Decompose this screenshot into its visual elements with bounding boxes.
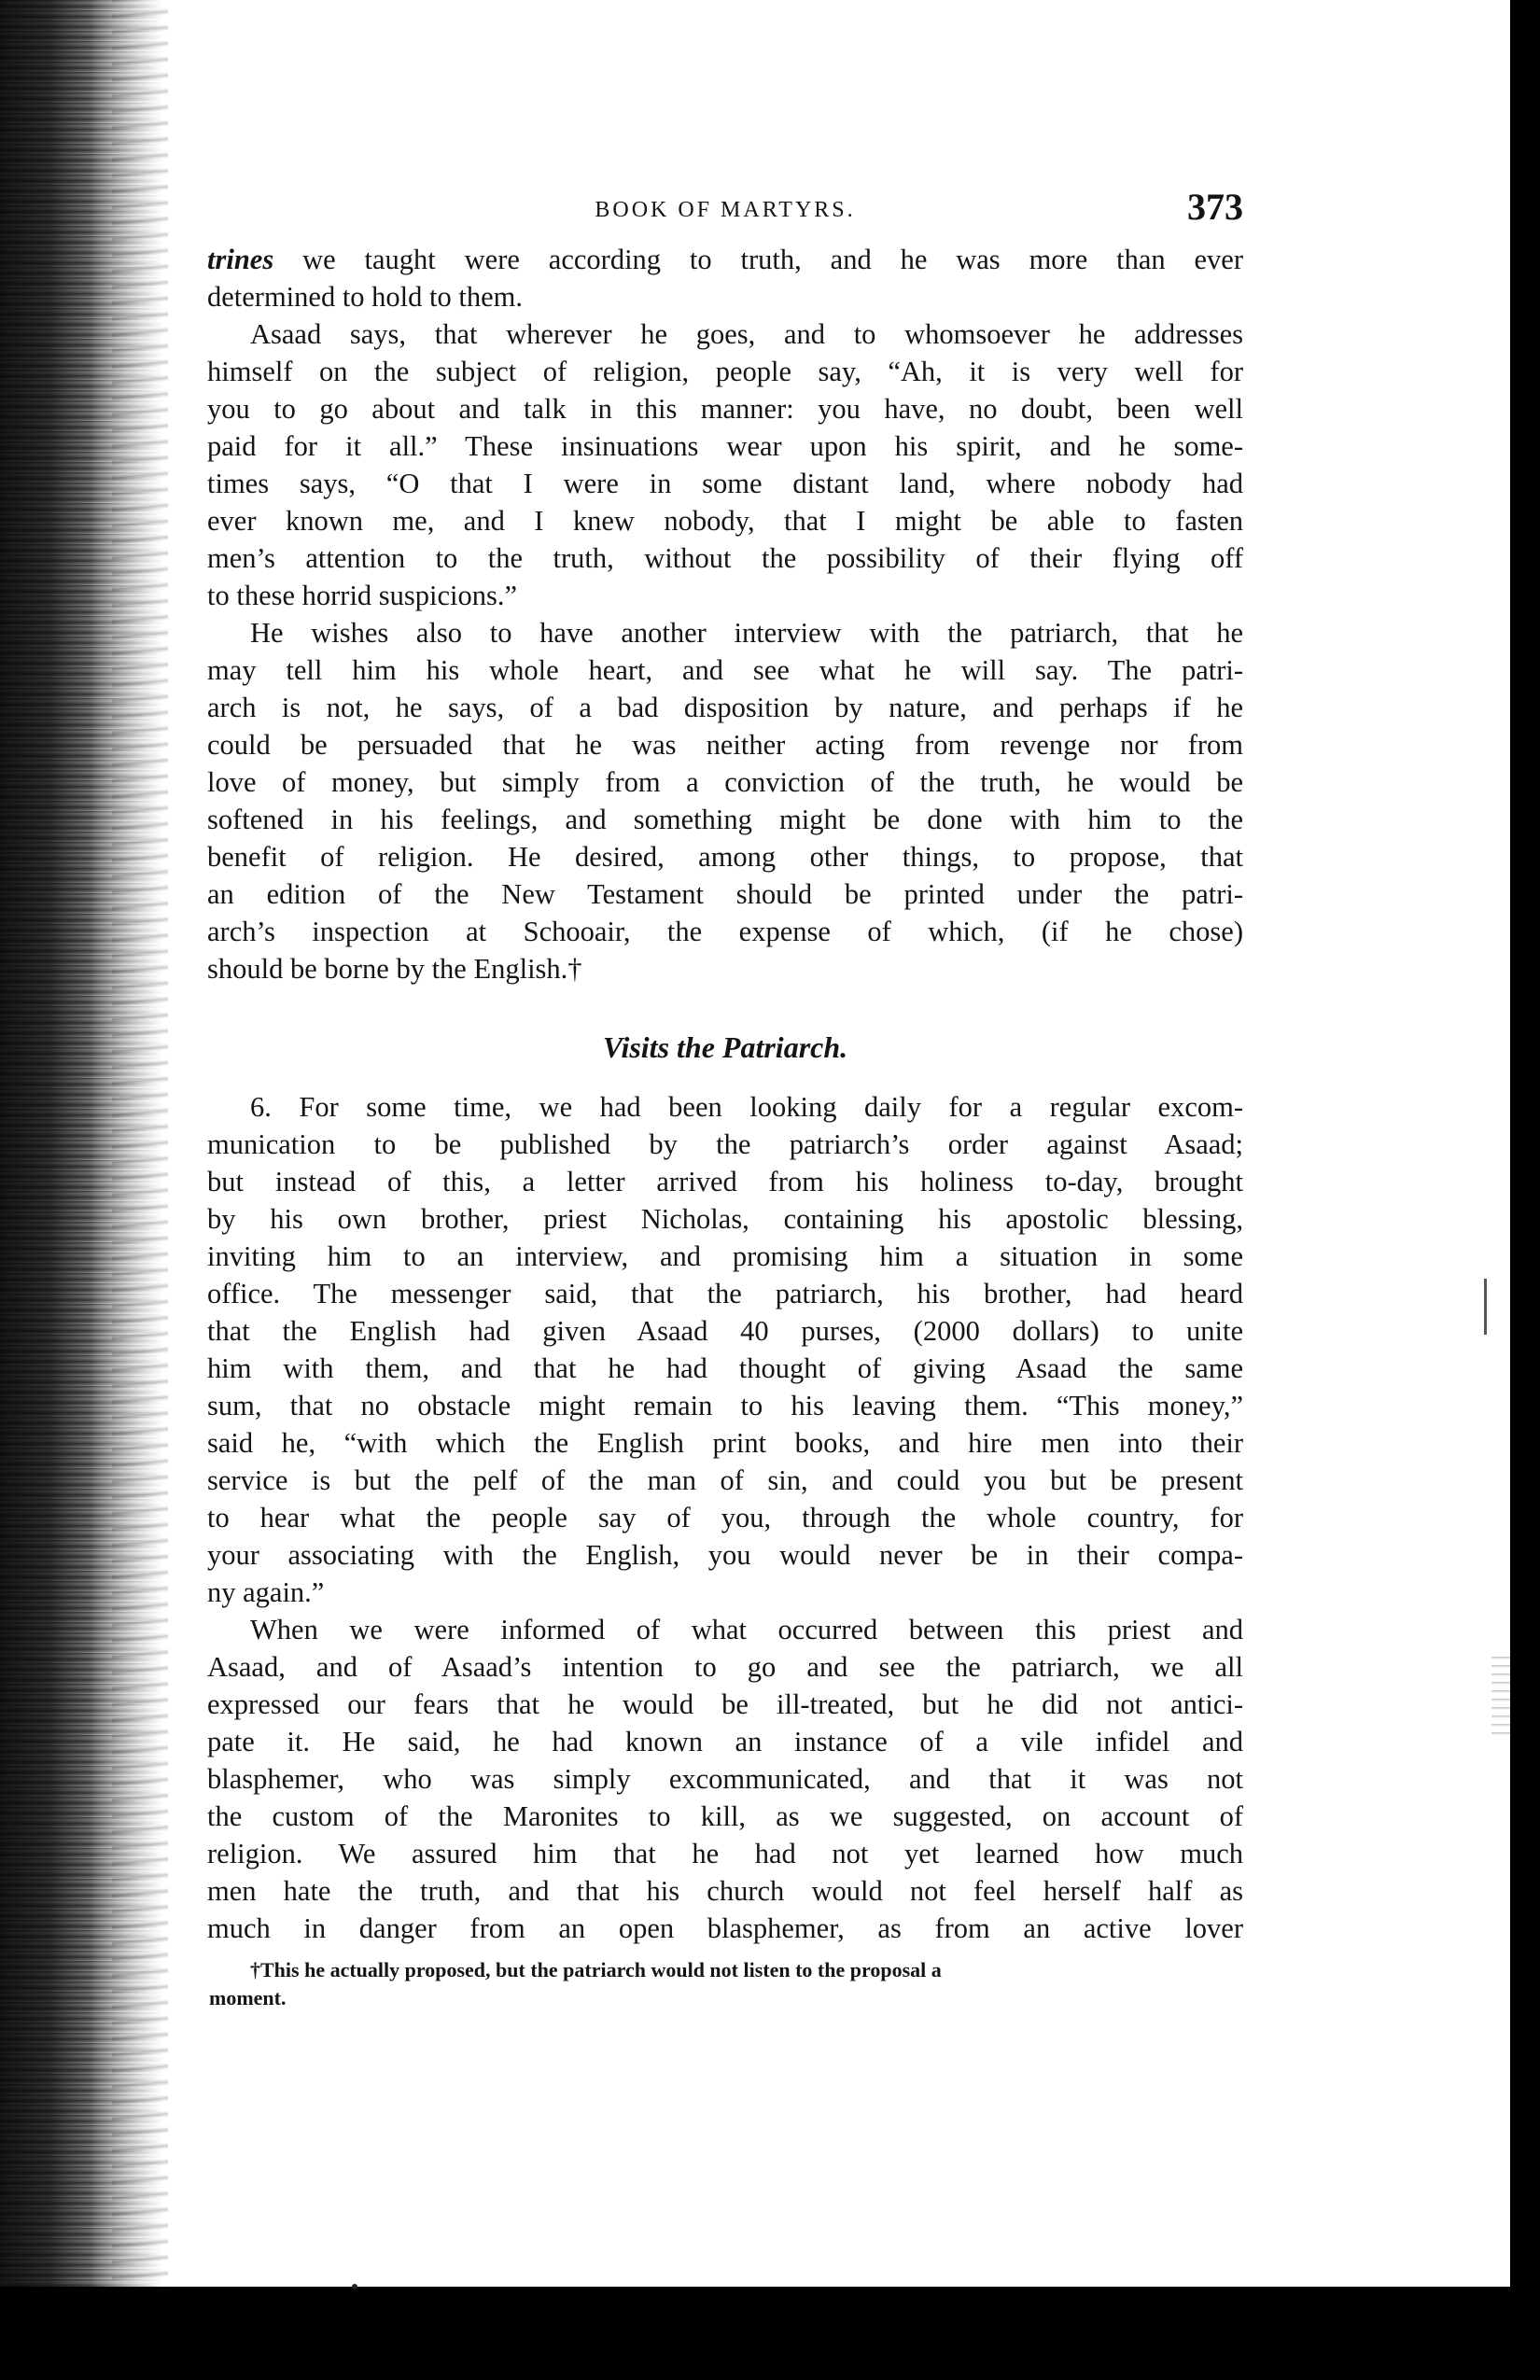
scan-border-right bbox=[1510, 0, 1540, 2380]
text-line: paid for it all.” These insinuations wear upon his spirit, and he some- bbox=[207, 430, 1243, 462]
page-header bbox=[207, 185, 1243, 231]
text-line: by his own brother, priest Nicholas, containing his apostolic blessing, bbox=[207, 1203, 1243, 1235]
text-line: love of money, but simply from a conviction of the truth, he would be bbox=[207, 766, 1243, 798]
paragraph bbox=[207, 614, 1243, 987]
text-line: 6. For some time, we had been looking daily for a regular excom- bbox=[250, 1091, 1243, 1123]
text-line: inviting him to an interview, and promising him a situation in some bbox=[207, 1240, 1243, 1272]
text-line-rest: we taught were according to truth, and he was more than ever bbox=[302, 244, 1244, 275]
text-line: times says, “O that I were in some distant land, where nobody had bbox=[207, 468, 1243, 499]
text-line: munication to be published by the patriarch’s order against Asaad; bbox=[207, 1128, 1243, 1160]
text-line: him with them, and that he had thought of giving Asaad the same bbox=[207, 1352, 1243, 1384]
text-line: arch is not, he says, of a bad disposition by nature, and perhaps if he bbox=[207, 692, 1243, 723]
text-line: When we were informed of what occurred between this priest and bbox=[250, 1614, 1243, 1645]
footnote-line: moment. bbox=[209, 1986, 287, 2009]
text-line: you to go about and talk in this manner: you have, no doubt, been well bbox=[207, 393, 1243, 425]
text-line: may tell him his whole heart, and see what he will say. The patri- bbox=[207, 654, 1243, 686]
text-line: an edition of the New Testament should be printed under the patri- bbox=[207, 878, 1243, 910]
lead-word: trines bbox=[207, 244, 274, 275]
section-heading: Visits the Patriarch. bbox=[602, 1030, 848, 1064]
text-line: himself on the subject of religion, people say, “Ah, it is very well for bbox=[207, 356, 1243, 387]
page-number: 373 bbox=[1187, 186, 1243, 228]
ink-speck bbox=[352, 2284, 357, 2289]
text-line bbox=[207, 241, 1243, 278]
text-line: should be borne by the English.† bbox=[207, 953, 582, 985]
text-line: benefit of religion. He desired, among other things, to propose, that bbox=[207, 841, 1243, 873]
running-title: BOOK OF MARTYRS. bbox=[595, 198, 856, 222]
text-line: pate it. He said, he had known an instance of a vile infidel and bbox=[207, 1726, 1243, 1757]
paragraph-continuation bbox=[207, 241, 1243, 315]
text-line: office. The messenger said, that the patriarch, his brother, had heard bbox=[207, 1278, 1243, 1309]
text-line: Asaad says, that wherever he goes, and to whomsoever he addresses bbox=[250, 318, 1243, 350]
text-line: religion. We assured him that he had not yet learned how much bbox=[207, 1838, 1243, 1869]
text-line: He wishes also to have another interview with the patriarch, that he bbox=[250, 617, 1243, 649]
text-line: said he, “with which the English print books, and hire men into their bbox=[207, 1427, 1243, 1459]
text-line: much in danger from an open blasphemer, as from an active lover bbox=[207, 1912, 1243, 1944]
text-line: blasphemer, who was simply excommunicated, and that it was not bbox=[207, 1763, 1243, 1795]
text-line: ever known me, and I knew nobody, that I might be able to fasten bbox=[207, 505, 1243, 537]
text-line: sum, that no obstacle might remain to his leaving them. “This money,” bbox=[207, 1390, 1243, 1421]
paragraph bbox=[207, 315, 1243, 614]
text-line: expressed our fears that he would be ill-treated, but he did not antici- bbox=[207, 1688, 1243, 1720]
margin-mark bbox=[1484, 1279, 1487, 1335]
text-line: service is but the pelf of the man of sin, and could you but be present bbox=[207, 1464, 1243, 1496]
text-line: softened in his feelings, and something might be done with him to the bbox=[207, 804, 1243, 835]
text-line: Asaad, and of Asaad’s intention to go and see the patriarch, we all bbox=[207, 1651, 1243, 1683]
footnote bbox=[209, 1956, 1243, 2012]
text-line: ny again.” bbox=[207, 1576, 325, 1608]
text-line: your associating with the English, you would never be in their compa- bbox=[207, 1539, 1243, 1571]
text-line: men hate the truth, and that his church would not feel herself half as bbox=[207, 1875, 1243, 1907]
text-line: but instead of this, a letter arrived from his holiness to-day, brought bbox=[207, 1166, 1243, 1197]
text-line: men’s attention to the truth, without the possibility of their flying off bbox=[207, 542, 1243, 574]
binding-edge-texture bbox=[112, 0, 168, 2287]
paragraph bbox=[207, 1088, 1243, 1611]
text-line: the custom of the Maronites to kill, as we suggested, on account of bbox=[207, 1800, 1243, 1832]
margin-smudge bbox=[1491, 1657, 1510, 1741]
text-line: to hear what the people say of you, through the whole country, for bbox=[207, 1502, 1243, 1533]
footnote-line: †This he actually proposed, but the patriarch would not listen to the proposal a bbox=[250, 1958, 942, 1981]
body-text bbox=[207, 241, 1243, 1947]
text-line: to these horrid suspicions.” bbox=[207, 580, 518, 611]
text-line: could be persuaded that he was neither acting from revenge nor from bbox=[207, 729, 1243, 761]
text-line: arch’s inspection at Schooair, the expense of which, (if he chose) bbox=[207, 916, 1243, 947]
scan-border-bottom bbox=[0, 2287, 1540, 2380]
text-line: determined to hold to them. bbox=[207, 281, 523, 313]
paragraph bbox=[207, 1611, 1243, 1947]
text-line: that the English had given Asaad 40 purses, (2000 dollars) to unite bbox=[207, 1315, 1243, 1347]
